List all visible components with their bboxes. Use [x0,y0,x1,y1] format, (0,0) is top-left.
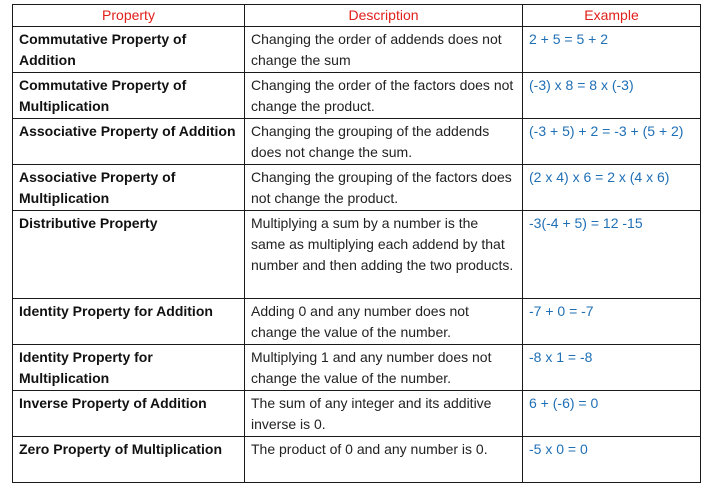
table-row [13,437,701,483]
example-cell: -3(-4 + 5) = 12 -15 [523,211,701,299]
header-example: Example [523,5,701,27]
table-row [13,119,701,165]
property-cell: Associative Property of Addition [13,119,245,165]
property-cell: Associative Property of Multiplication [13,165,245,211]
table-row [13,211,701,299]
table-row [13,73,701,119]
example-cell: -8 x 1 = -8 [523,345,701,391]
example-cell: (2 x 4) x 6 = 2 x (4 x 6) [523,165,701,211]
example-cell: 2 + 5 = 5 + 2 [523,27,701,73]
property-cell: Distributive Property [13,211,245,299]
example-cell: -7 + 0 = -7 [523,299,701,345]
description-cell: Changing the grouping of the factors does not change the product. [245,165,523,211]
table-row [13,165,701,211]
description-cell: Changing the order of addends does not change the sum [245,27,523,73]
property-cell: Identity Property for Addition [13,299,245,345]
table-row [13,27,701,73]
description-cell: The product of 0 and any number is 0. [245,437,523,483]
description-cell: Multiplying 1 and any number does not change the value of the number. [245,345,523,391]
property-cell: Zero Property of Multiplication [13,437,245,483]
property-cell: Identity Property for Multiplication [13,345,245,391]
example-cell: -5 x 0 = 0 [523,437,701,483]
property-cell: Commutative Property of Addition [13,27,245,73]
description-cell: Multiplying a sum by a number is the same as multiplying each addend by that number and then adding the two products. [245,211,523,299]
table-row [13,299,701,345]
description-cell: The sum of any integer and its additive inverse is 0. [245,391,523,437]
header-row [13,5,701,27]
example-cell: (-3) x 8 = 8 x (-3) [523,73,701,119]
description-cell: Changing the order of the factors does not change the product. [245,73,523,119]
header-property: Property [13,5,245,27]
example-cell: (-3 + 5) + 2 = -3 + (5 + 2) [523,119,701,165]
table-row [13,391,701,437]
example-cell: 6 + (-6) = 0 [523,391,701,437]
description-cell: Changing the grouping of the addends does not change the sum. [245,119,523,165]
properties-table [12,4,701,483]
property-cell: Inverse Property of Addition [13,391,245,437]
property-cell: Commutative Property of Multiplication [13,73,245,119]
description-cell: Adding 0 and any number does not change the value of the number. [245,299,523,345]
header-description: Description [245,5,523,27]
table-row [13,345,701,391]
